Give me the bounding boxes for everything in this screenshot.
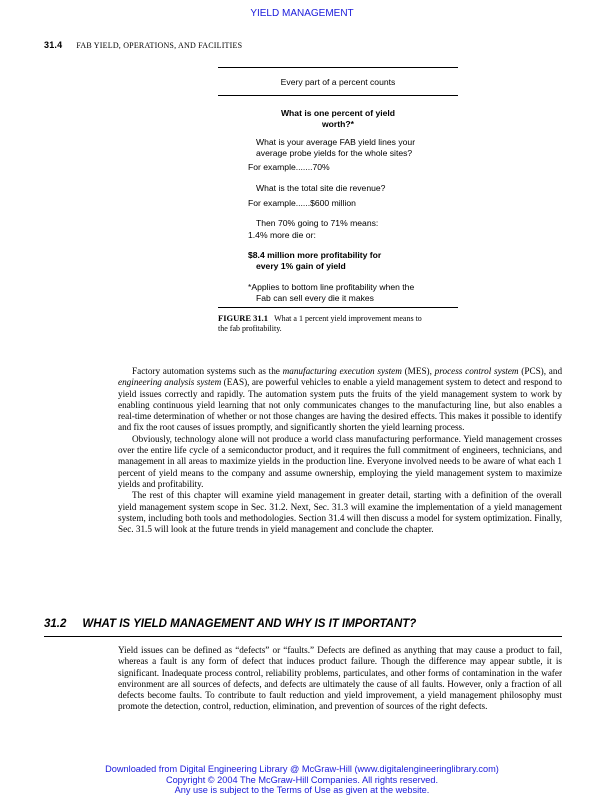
body-text <box>118 366 562 535</box>
footer-download-link[interactable]: Downloaded from Digital Engineering Library @ McGraw-Hill (www.digitalengineeringlibrary.com) <box>105 764 499 774</box>
figure-headline: Every part of a percent counts <box>280 77 396 87</box>
figure-result-line1: $8.4 million more profitability for <box>248 250 382 260</box>
figure-question <box>218 108 458 130</box>
figure-revenue-question: What is the total site die revenue? <box>256 183 386 193</box>
page-number: 31.4 <box>44 40 63 50</box>
footer <box>0 764 604 796</box>
figure-top-rule <box>218 67 458 68</box>
figure-example-revenue: For example......$600 million <box>248 198 356 208</box>
figure-footnote-line2: Fab can sell every die it makes <box>256 293 374 303</box>
body-paragraph-3: The rest of this chapter will examine yield management in greater detail, starting with a definition of the overall yield management system scope in Sec. 31.2. Next, Sec. 31.3 will examine the implementation of a yield management system, including both tools and methodologies. Section 31.4 will then discuss a model for system optimization. Finally, Sec. 31.5 will look at the future trends in yield management and conclude the chapter. <box>118 490 562 535</box>
term-mes: manufacturing execution system <box>282 366 402 376</box>
figure-result <box>248 250 381 272</box>
figure-caption-label: FIGURE 31.1 <box>218 313 269 323</box>
figure-fab-question-line1: What is your average FAB yield lines your <box>256 137 416 147</box>
section-title: WHAT IS YIELD MANAGEMENT AND WHY IS IT IMPORTANT? <box>82 618 417 630</box>
footer-terms: Any use is subject to the Terms of Use as given at the website. <box>174 785 430 795</box>
figure-caption-line1: What a 1 percent yield improvement means to <box>274 314 422 323</box>
term-pcs: process control system <box>434 366 519 376</box>
figure-caption-line2: the fab profitability. <box>218 324 282 333</box>
figure-then-line: Then 70% going to 71% means: <box>256 218 379 228</box>
figure-more-die: 1.4% more die or: <box>248 230 316 240</box>
running-head-title: FAB YIELD, OPERATIONS, AND FACILITIES <box>76 41 243 50</box>
section-body <box>118 645 562 713</box>
figure-footnote <box>248 282 414 304</box>
figure-footnote-line1: *Applies to bottom line profitability when the <box>248 282 415 292</box>
figure-example-yield: For example.......70% <box>248 162 330 172</box>
running-head <box>44 40 242 50</box>
section-rule <box>44 636 562 637</box>
section-number: 31.2 <box>44 618 67 630</box>
body-paragraph-2: Obviously, technology alone will not produce a world class manufacturing performance. Yield management crosses over the entire life cycle of a semiconductor product, and it requires the full commitment of engineers, technicians, and management in all areas to maximize yields in the production line. Everyone involved needs to be aware of what each 1 percent of yield means to the company and assume ownership, employing the yield management system to maximize yields and profitability. <box>118 433 562 489</box>
body-paragraph-1: Factory automation systems such as the manufacturing execution system (MES), process control system (PCS), and engineering analysis system (EAS), are powerful vehicles to enable a yield management system to detect and respond to yield issues correctly and rapidly. The automation system puts the fruits of the yield management system to work by enabling continuous yield learning that not only communicates changes to the manufacturing line, but also enables a real-time determination of whether or not those changes are having the desired effects. This makes it possible to identify and fix the root causes of issues promptly, and significantly shorten the yield learning process. <box>118 366 563 433</box>
figure-result-line2: every 1% gain of yield <box>256 261 346 271</box>
figure-bottom-rule <box>218 307 458 308</box>
figure-question-line2: worth?* <box>322 119 354 129</box>
top-banner: YIELD MANAGEMENT <box>250 8 354 19</box>
term-eas: engineering analysis system <box>118 377 222 388</box>
section-paragraph: Yield issues can be defined as “defects” or “faults.” Defects are defined as anything that may cause a product to fail, whereas a fault is any form of defect that induces product failure. Though the difference may appear subtle, it is significant. Inadequate process control, reliability problems, particulates, and other forms of contamination in the wafer environment are all sources of defects, and defects are ultimately the cause of all faults. However, only a fraction of all defects become faults. To contribute to fault reduction and yield improvement, a yield management philosophy must promote the detection, control, reduction, elimination, and prevention of sources of the right defects. <box>118 645 562 712</box>
figure-question-line1: What is one percent of yield <box>280 108 396 118</box>
footer-copyright: Copyright © 2004 The McGraw-Hill Companies. All rights reserved. <box>165 774 439 785</box>
figure-header-rule <box>218 95 458 96</box>
figure-fab-question-line2: average probe yields for the whole sites? <box>256 148 413 158</box>
figure-fab-question <box>256 137 415 159</box>
section-heading <box>44 618 416 630</box>
figure-caption <box>218 313 466 334</box>
